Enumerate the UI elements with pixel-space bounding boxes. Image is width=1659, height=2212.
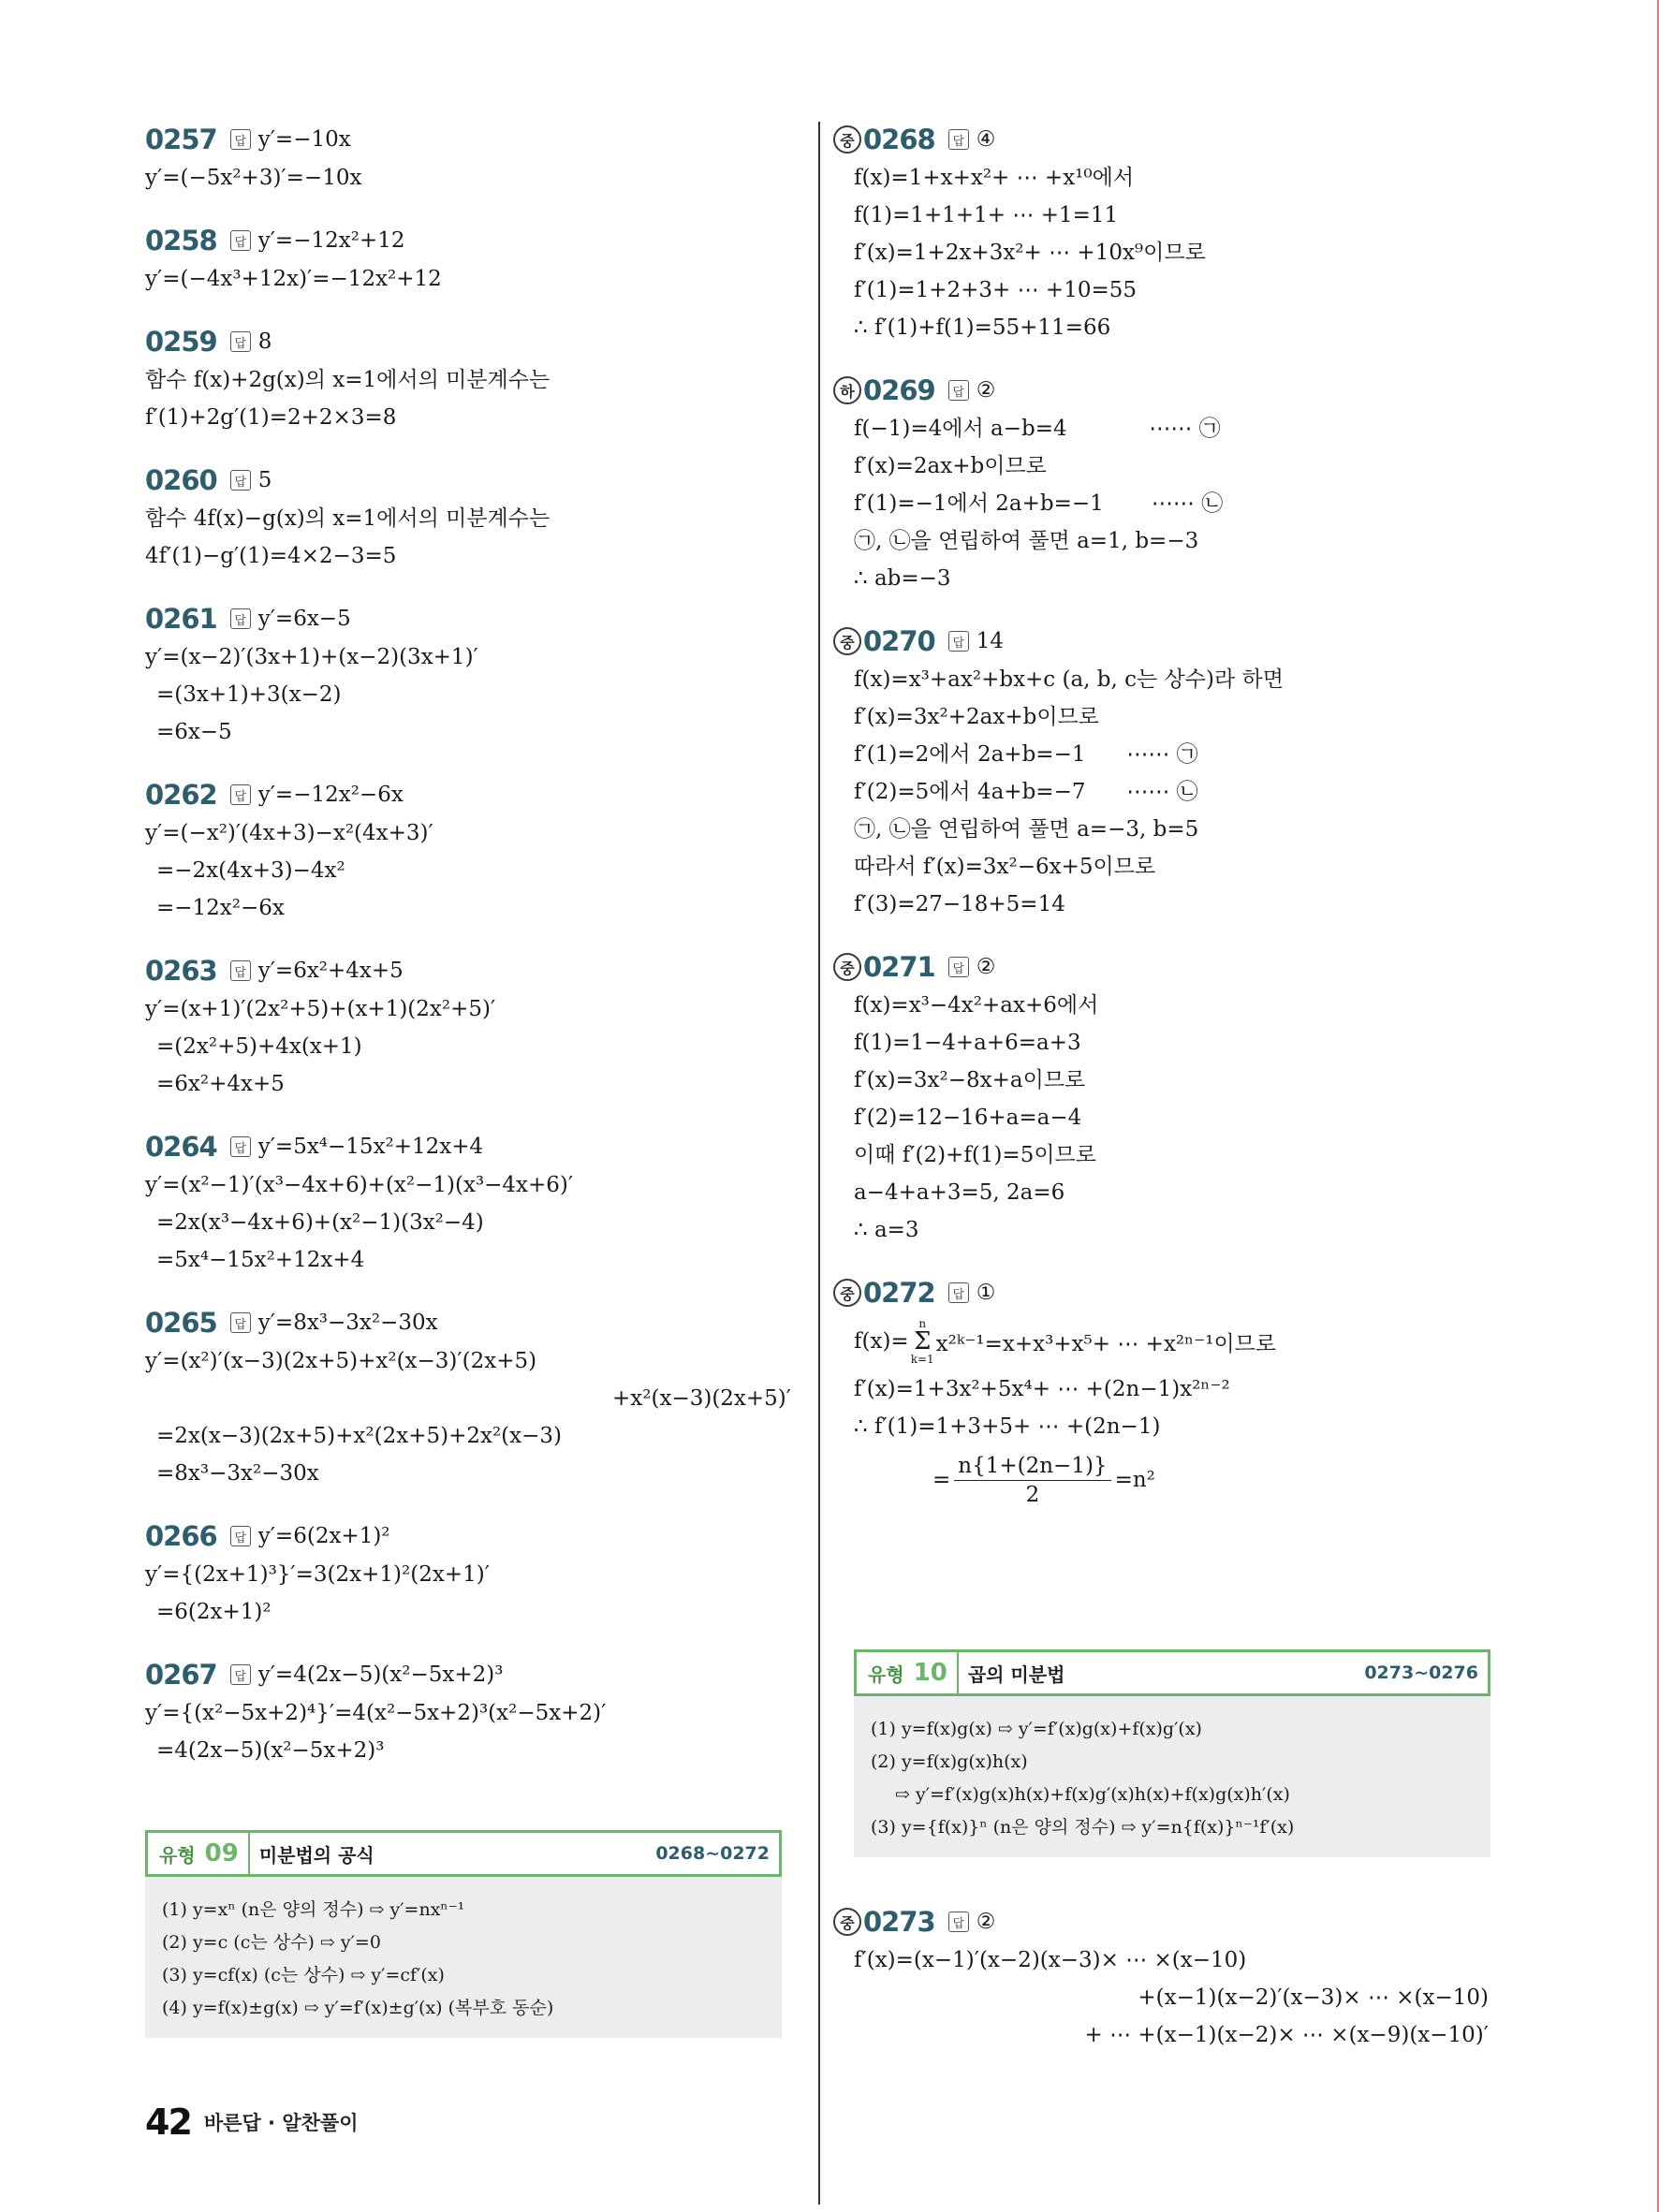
- type-title: 미분법의 공식: [258, 1843, 374, 1867]
- fraction-line: [833, 1445, 1507, 1515]
- fraction-result: =n²: [1114, 1468, 1155, 1492]
- difficulty-badge: 중: [833, 953, 861, 981]
- answer-mark-icon: 답: [230, 230, 251, 251]
- answer: y′=6(2x+1)²: [257, 1524, 390, 1548]
- answer-mark-icon: 답: [230, 784, 251, 805]
- solution-line: 따라서 f′(x)=3x²−6x+5이므로: [854, 855, 1156, 879]
- answer: y′=5x⁴−15x²+12x+4: [257, 1135, 484, 1159]
- difficulty-badge: 중: [833, 1279, 861, 1307]
- difficulty-badge: 중: [833, 1908, 861, 1936]
- answer-mark-icon: 답: [230, 331, 251, 352]
- answer-mark-icon: 답: [230, 1526, 251, 1546]
- rule: (3) y={f(x)}ⁿ (n은 양의 정수) ⇨ y′=n{f(x)}ⁿ⁻¹f′(x): [871, 1817, 1295, 1838]
- solution-line: a−4+a+3=5, 2a=6: [854, 1180, 1065, 1205]
- solution-line: =5x⁴−15x²+12x+4: [156, 1248, 365, 1272]
- problem-number: 0271: [863, 951, 935, 983]
- solution-line: f′(1)=1+2+3+ ⋯ +10=55: [854, 278, 1137, 302]
- problem-0261: [145, 599, 791, 751]
- type-title: 곱의 미분법: [967, 1663, 1065, 1686]
- problem-0266: [145, 1516, 791, 1631]
- solution-line: y′=(x²−1)′(x³−4x+6)+(x²−1)(x³−4x+6)′: [145, 1173, 574, 1197]
- solution-line: f′(x)=3x²+2ax+b이므로: [854, 705, 1099, 729]
- difficulty-badge: 중: [833, 627, 861, 655]
- solution-line: y′={(2x+1)³}′=3(2x+1)²(2x+1)′: [145, 1562, 490, 1587]
- answer-mark-icon: 답: [948, 631, 969, 652]
- solution-line: =(3x+1)+3(x−2): [156, 682, 342, 707]
- problem-number: 0257: [145, 124, 217, 155]
- problem-number: 0261: [145, 603, 217, 635]
- answer: y′=6x−5: [257, 607, 351, 631]
- solution-line: f′(2)=12−16+a=a−4: [854, 1106, 1082, 1130]
- solution-line: ∴ f′(1)+f(1)=55+11=66: [854, 315, 1111, 340]
- problem-number: 0268: [863, 124, 935, 155]
- problem-0262: [145, 775, 791, 927]
- fraction-denominator: 2: [1025, 1482, 1040, 1507]
- problem-number: 0259: [145, 326, 217, 358]
- type-10-box: [854, 1649, 1490, 1857]
- solution-line: =(2x²+5)+4x(x+1): [156, 1034, 362, 1059]
- solution-line: +(x−1)(x−2)′(x−3)× ⋯ ×(x−10): [1138, 1985, 1489, 2010]
- sigma-symbol: [911, 1317, 934, 1366]
- problem-0260: [145, 461, 791, 575]
- solution-line: y′=(x²)′(x−3)(2x+5)+x²(x−3)′(2x+5): [145, 1349, 537, 1373]
- solution-line: =2x(x−3)(2x+5)+x²(2x+5)+2x²(x−3): [156, 1424, 562, 1448]
- book-title: 바른답 · 알찬풀이: [203, 2112, 359, 2134]
- answer: y′=4(2x−5)(x²−5x+2)³: [257, 1663, 504, 1687]
- solution-line: f′(1)=−1에서 2a+b=−1 ⋯⋯ ㉡: [854, 491, 1224, 516]
- type-separator: [248, 1833, 250, 1874]
- difficulty-badge: 하: [833, 376, 861, 404]
- problem-number: 0265: [145, 1307, 217, 1339]
- solution-line: =6x²+4x+5: [156, 1072, 285, 1096]
- type-09-rules: [145, 1877, 782, 2038]
- fraction-numerator: n{1+(2n−1)}: [954, 1452, 1110, 1481]
- type-number: 09: [204, 1839, 239, 1868]
- rule: (3) y=cf(x) (c는 상수) ⇨ y′=cf′(x): [162, 1965, 445, 1985]
- problem-number: 0264: [145, 1131, 217, 1163]
- problem-0273: [833, 1902, 1489, 2054]
- solution-line: y′=(x−2)′(3x+1)+(x−2)(3x+1)′: [145, 645, 478, 669]
- solution-line: f′(1)=2에서 2a+b=−1 ⋯⋯ ㉠: [854, 742, 1198, 767]
- solution-line: y′=(−x²)′(4x+3)−x²(4x+3)′: [145, 821, 433, 845]
- solution-line: =−2x(4x+3)−4x²: [156, 858, 345, 883]
- type-10-header: [854, 1649, 1490, 1696]
- problem-number: 0267: [145, 1659, 217, 1691]
- problem-0257: [145, 120, 791, 197]
- problem-0271: [833, 947, 1507, 1249]
- solution-line: =4(2x−5)(x²−5x+2)³: [156, 1738, 385, 1763]
- solution-line: ㉠, ㉡을 연립하여 풀면 a=−3, b=5: [854, 817, 1199, 842]
- problem-number: 0258: [145, 225, 217, 256]
- column-divider: [818, 122, 820, 2205]
- right-column: [833, 120, 1507, 1539]
- rule: (1) y=f(x)g(x) ⇨ y′=f′(x)g(x)+f(x)g′(x): [871, 1719, 1202, 1739]
- problem-number: 0269: [863, 374, 935, 406]
- sigma-upper: n: [918, 1317, 927, 1330]
- solution-line: y′=(x+1)′(2x²+5)+(x+1)(2x²+5)′: [145, 997, 496, 1021]
- answer: 5: [257, 468, 272, 492]
- page-number: 42: [145, 2102, 191, 2143]
- rule: (2) y=f(x)g(x)h(x): [871, 1751, 1028, 1772]
- answer-mark-icon: 답: [230, 1312, 251, 1333]
- answer: 14: [976, 629, 1004, 653]
- solution-line: ㉠, ㉡을 연립하여 풀면 a=1, b=−3: [854, 529, 1199, 553]
- answer: ①: [976, 1281, 996, 1305]
- problem-number: 0266: [145, 1520, 217, 1552]
- type-range: 0273~0276: [1364, 1663, 1478, 1683]
- problem-0268: [833, 120, 1507, 346]
- solution-line: +x²(x−3)(2x+5)′: [612, 1386, 791, 1411]
- solution-line: f′(x)=1+3x²+5x⁴+ ⋯ +(2n−1)x²ⁿ⁻²: [854, 1377, 1230, 1401]
- summation-line: [833, 1312, 1507, 1370]
- rule: (1) y=xⁿ (n은 양의 정수) ⇨ y′=nxⁿ⁻¹: [162, 1899, 465, 1920]
- left-column: [145, 120, 791, 1794]
- problem-0264: [145, 1127, 791, 1279]
- page-footer: [145, 2102, 359, 2143]
- problem-0265: [145, 1303, 791, 1492]
- solution-line: f′(1)+2g′(1)=2+2×3=8: [145, 405, 397, 430]
- type-09-header: [145, 1830, 782, 1877]
- problem-number: 0260: [145, 464, 217, 496]
- solution-line: f(x)=x³+ax²+bx+c (a, b, c는 상수)라 하면: [854, 667, 1284, 692]
- answer-mark-icon: 답: [948, 957, 969, 977]
- problem-0258: [145, 221, 791, 298]
- rule: ⇨ y′=f′(x)g(x)h(x)+f(x)g′(x)h(x)+f(x)g(x)h′(x): [895, 1784, 1290, 1805]
- solution-line: 함수 f(x)+2g(x)의 x=1에서의 미분계수는: [145, 368, 551, 392]
- answer-mark-icon: 답: [230, 1136, 251, 1157]
- problem-number: 0273: [863, 1906, 935, 1938]
- answer-mark-icon: 답: [948, 1282, 969, 1303]
- solution-line: f(x)=1+x+x²+ ⋯ +x¹⁰에서: [854, 166, 1135, 190]
- solution-line: =−12x²−6x: [156, 896, 285, 920]
- sum-rhs: x²ᵏ⁻¹=x+x³+x⁵+ ⋯ +x²ⁿ⁻¹이므로: [935, 1331, 1277, 1356]
- answer-mark-icon: 답: [230, 129, 251, 150]
- type-range: 0268~0272: [655, 1843, 770, 1864]
- solution-line: ∴ ab=−3: [854, 566, 951, 591]
- solution-line: 이때 f′(2)+f(1)=5이므로: [854, 1143, 1096, 1167]
- sum-lhs: f(x)=: [854, 1329, 909, 1354]
- problem-number: 0270: [863, 625, 935, 657]
- solution-line: f′(3)=27−18+5=14: [854, 892, 1065, 916]
- solution-line: y′=(−4x³+12x)′=−12x²+12: [145, 267, 442, 291]
- fraction: [954, 1452, 1110, 1509]
- solution-line: f(1)=1+1+1+ ⋯ +1=11: [854, 203, 1119, 227]
- type-label: 유형: [159, 1843, 196, 1867]
- answer-mark-icon: 답: [948, 129, 969, 150]
- problem-number: 0263: [145, 955, 217, 987]
- answer: ②: [976, 378, 996, 403]
- answer-mark-icon: 답: [948, 1912, 969, 1932]
- answer: y′=−10x: [257, 127, 351, 152]
- solution-line: f(−1)=4에서 a−b=4 ⋯⋯ ㉠: [854, 417, 1221, 441]
- solution-line: =6(2x+1)²: [156, 1600, 272, 1624]
- solution-line: =2x(x³−4x+6)+(x²−1)(3x²−4): [156, 1210, 484, 1235]
- solution-line: y′={(x²−5x+2)⁴}′=4(x²−5x+2)³(x²−5x+2)′: [145, 1701, 607, 1725]
- answer: y′=−12x²−6x: [257, 783, 404, 807]
- solution-line: =8x³−3x²−30x: [156, 1461, 319, 1486]
- solution-line: f′(x)=1+2x+3x²+ ⋯ +10x⁹이므로: [854, 241, 1206, 265]
- solution-line: 4f′(1)−g′(1)=4×2−3=5: [145, 544, 397, 568]
- answer-mark-icon: 답: [230, 1664, 251, 1685]
- solution-line: ∴ a=3: [854, 1218, 919, 1242]
- type-separator: [957, 1652, 959, 1693]
- answer: 8: [257, 330, 272, 354]
- problem-0267: [145, 1655, 791, 1769]
- solution-line: f(1)=1−4+a+6=a+3: [854, 1031, 1081, 1055]
- solution-line: ∴ f′(1)=1+3+5+ ⋯ +(2n−1): [854, 1414, 1161, 1439]
- problem-0270: [833, 622, 1507, 923]
- solution-line: f′(x)=3x²−8x+a이므로: [854, 1068, 1086, 1092]
- sigma-icon: Σ: [913, 1327, 932, 1355]
- answer-mark-icon: 답: [230, 470, 251, 491]
- solution-line: f′(x)=(x−1)′(x−2)(x−3)× ⋯ ×(x−10): [854, 1948, 1247, 1972]
- type-10-rules: [854, 1696, 1490, 1857]
- equals-sign: =: [932, 1468, 951, 1492]
- answer-mark-icon: 답: [948, 380, 969, 401]
- solution-line: f(x)=x³−4x²+ax+6에서: [854, 993, 1099, 1018]
- answer: ②: [976, 955, 996, 979]
- answer-mark-icon: 답: [230, 960, 251, 981]
- answer: y′=8x³−3x²−30x: [257, 1311, 438, 1335]
- answer: y′=−12x²+12: [257, 228, 405, 253]
- difficulty-badge: 중: [833, 125, 861, 154]
- solution-line: f′(x)=2ax+b이므로: [854, 454, 1047, 478]
- answer: ②: [976, 1910, 996, 1934]
- problem-0259: [145, 322, 791, 436]
- problem-number: 0262: [145, 779, 217, 811]
- solution-line: + ⋯ +(x−1)(x−2)× ⋯ ×(x−9)(x−10)′: [1084, 2023, 1489, 2047]
- type-label: 유형: [868, 1663, 904, 1686]
- type-number: 10: [913, 1659, 947, 1687]
- problem-0269: [833, 371, 1507, 597]
- sigma-lower: k=1: [910, 1353, 934, 1366]
- problem-number: 0272: [863, 1277, 935, 1309]
- answer: ④: [976, 127, 996, 152]
- solution-line: y′=(−5x²+3)′=−10x: [145, 166, 362, 190]
- answer-mark-icon: 답: [230, 608, 251, 629]
- solution-line: =6x−5: [156, 720, 232, 744]
- rule: (2) y=c (c는 상수) ⇨ y′=0: [162, 1932, 381, 1953]
- problem-0263: [145, 951, 791, 1103]
- solution-line: f′(2)=5에서 4a+b=−7 ⋯⋯ ㉡: [854, 780, 1198, 804]
- type-09-box: [145, 1830, 782, 2038]
- answer: y′=6x²+4x+5: [257, 959, 404, 983]
- problem-0272: [833, 1273, 1507, 1515]
- solution-line: 함수 4f(x)−g(x)의 x=1에서의 미분계수는: [145, 506, 551, 531]
- rule: (4) y=f(x)±g(x) ⇨ y′=f′(x)±g′(x) (복부호 동순): [162, 1998, 554, 2018]
